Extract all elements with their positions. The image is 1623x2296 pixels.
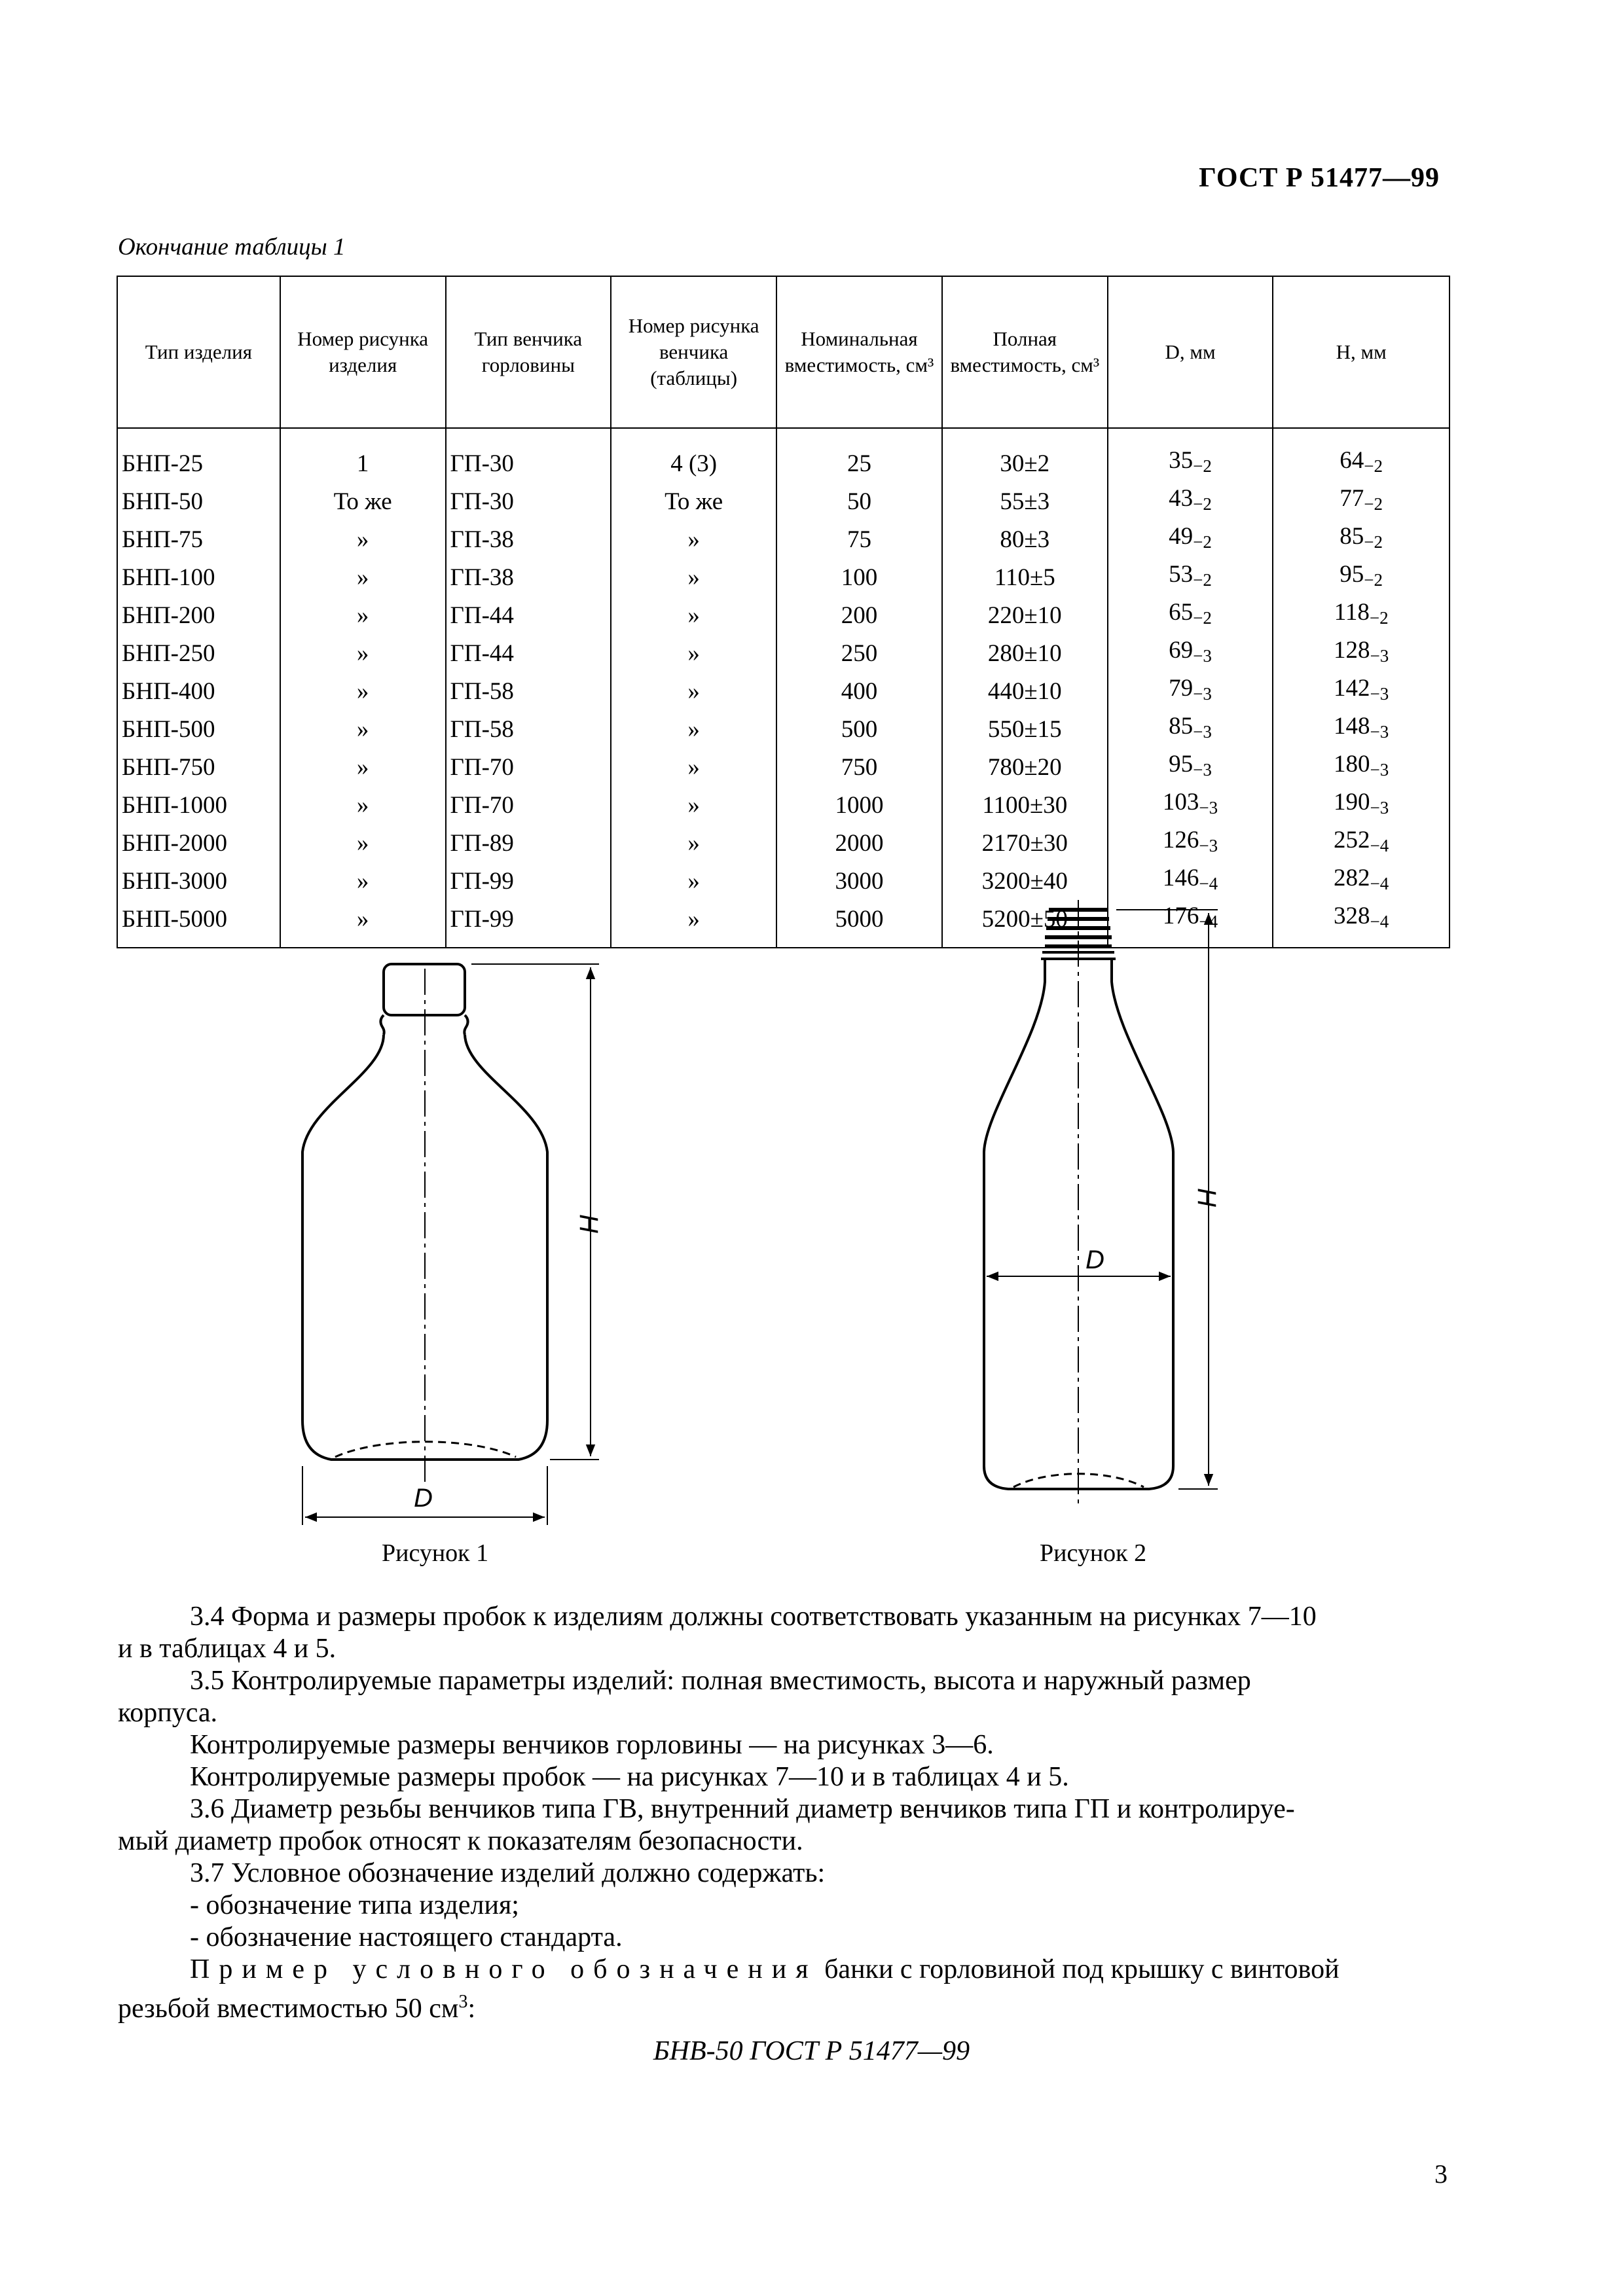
fig2-label-h: H [1192,1188,1221,1207]
tolerance: −2 [1193,532,1212,552]
table-cell-type: БНП-1000 [117,786,280,824]
column-header: H, мм [1273,276,1450,428]
table-cell-full: 440±10 [942,672,1108,710]
table-cell-d: $65_{-2}$ [1108,596,1273,634]
fig1-label-d: D [414,1484,433,1513]
tolerance: −3 [1199,836,1218,855]
table-cell-neck: ГП-99 [446,900,611,948]
table-continuation-caption: Окончание таблицы 1 [118,234,346,260]
table-cell-neck: ГП-30 [446,482,611,520]
tolerance: −3 [1370,684,1389,704]
table-cell-nominal: 2000 [776,824,942,862]
column-header: Номер рисунка изделия [280,276,446,428]
table-cell-type: БНП-3000 [117,862,280,900]
table-cell-d: $126_{-3}$ [1108,824,1273,862]
tolerance: −3 [1193,760,1212,780]
table-cell-neck-fig: » [611,596,776,634]
table-cell-d: $95_{-3}$ [1108,748,1273,786]
table-cell-d: $103_{-3}$ [1108,786,1273,824]
table-cell-h: $180_{-3}$ [1273,748,1450,786]
table-cell-type: БНП-2000 [117,824,280,862]
table-cell-neck-fig: » [611,824,776,862]
column-header: Тип изделия [117,276,280,428]
table-cell-nominal: 3000 [776,862,942,900]
tolerance: −4 [1370,912,1389,931]
example-lead: Пример условного обозначения [190,1954,818,1984]
table-cell-full: 5200±50 [942,900,1108,948]
table-cell-h: $282_{-4}$ [1273,862,1450,900]
table-cell-fig: » [280,672,446,710]
table-cell-full: 2170±30 [942,824,1108,862]
column-header: Тип венчика горловины [446,276,611,428]
table-cell-fig: » [280,634,446,672]
table-cell-neck: ГП-89 [446,824,611,862]
table-cell-neck-fig: » [611,634,776,672]
table-cell-neck: ГП-58 [446,710,611,748]
table-cell-type: БНП-750 [117,748,280,786]
table-cell-d: $79_{-3}$ [1108,672,1273,710]
table-cell-type: БНП-50 [117,482,280,520]
tolerance: −3 [1193,646,1212,666]
table-cell-fig: То же [280,482,446,520]
table-cell-full: 1100±30 [942,786,1108,824]
table-cell-nominal: 50 [776,482,942,520]
table-cell-neck-fig: 4 (3) [611,428,776,482]
table-cell-h: $328_{-4}$ [1273,900,1450,948]
table-cell-d: $43_{-2}$ [1108,482,1273,520]
paragraph-3-4: 3.4 Форма и размеры пробок к изделиям должны соответствовать указанным на рисунках 7—10 и в таблицах 4 и 5. [118,1602,1317,1664]
example-designation: БНВ-50 ГОСТ Р 51477—99 [653,2036,970,2066]
paragraph-3-6: 3.6 Диаметр резьбы венчиков типа ГВ, внутренний диаметр венчиков типа ГП и контролируе- мый диаметр пробок относят к показателям безопасности. [118,1794,1295,1856]
tolerance: −4 [1370,874,1389,893]
table-cell-neck-fig: » [611,900,776,948]
table-cell-nominal: 750 [776,748,942,786]
column-header: Номер рисунка венчика (таблицы) [611,276,776,428]
body-text [118,1601,1451,2025]
figure-2-dimensions [987,910,1218,1489]
table-cell-type: БНП-250 [117,634,280,672]
paragraph-3-5-necks: Контролируемые размеры венчиков горловины — на рисунках 3—6. [190,1730,994,1760]
table-cell-type: БНП-25 [117,428,280,482]
tolerance: −2 [1364,532,1383,552]
table-cell-h: $148_{-3}$ [1273,710,1450,748]
table-cell-d: $53_{-2}$ [1108,558,1273,596]
table-cell-neck-fig: » [611,558,776,596]
table-cell-fig: » [280,596,446,634]
table-cell-nominal: 25 [776,428,942,482]
table-cell-neck-fig: » [611,786,776,824]
column-header: D, мм [1108,276,1273,428]
column-header: Полная вместимость, см³ [942,276,1108,428]
tolerance: −3 [1370,646,1389,666]
table-cell-neck-fig: То же [611,482,776,520]
table-cell-neck: ГП-70 [446,748,611,786]
tolerance: −3 [1370,760,1389,780]
tolerance: −2 [1193,570,1212,590]
table-cell-nominal: 100 [776,558,942,596]
table-cell-d: $49_{-2}$ [1108,520,1273,558]
tolerance: −3 [1193,722,1212,742]
table-cell-fig: » [280,748,446,786]
table-cell-h: $252_{-4}$ [1273,824,1450,862]
tolerance: −2 [1364,456,1383,476]
example-paragraph: Пример условного обозначения банки с горловиной под крышку с винтовой резьбой вместимостью 50 $см^3$: [118,1954,1340,2024]
tolerance: −3 [1370,798,1389,817]
fig2-label-d: D [1085,1246,1104,1274]
list-item-standard: - обозначение настоящего стандарта. [190,1922,623,1952]
page-number: 3 [1434,2159,1448,2189]
tolerance: −2 [1364,570,1383,590]
table-cell-full: 280±10 [942,634,1108,672]
tolerance: −4 [1199,874,1218,893]
table-cell-type: БНП-500 [117,710,280,748]
tolerance: −3 [1193,684,1212,704]
table-cell-neck: ГП-44 [446,634,611,672]
table-cell-type: БНП-100 [117,558,280,596]
table-cell-h: $142_{-3}$ [1273,672,1450,710]
table-cell-full: 550±15 [942,710,1108,748]
table-cell-neck: ГП-44 [446,596,611,634]
fig1-label-h: H [574,1214,603,1233]
table-cell-fig: » [280,862,446,900]
tolerance: −4 [1199,912,1218,931]
table-cell-nominal: 75 [776,520,942,558]
paragraph-3-7: 3.7 Условное обозначение изделий должно содержать: [190,1858,826,1888]
table-cell-full: 30±2 [942,428,1108,482]
table-cell-nominal: 5000 [776,900,942,948]
table-cell-neck: ГП-70 [446,786,611,824]
table-cell-full: 55±3 [942,482,1108,520]
table-cell-neck-fig: » [611,862,776,900]
table-cell-type: БНП-200 [117,596,280,634]
table-cell-neck: ГП-38 [446,558,611,596]
tolerance: −2 [1369,608,1389,628]
table-cell-neck-fig: » [611,672,776,710]
figure-1-dimensions [302,964,599,1525]
list-item-type: - обозначение типа изделия; [190,1890,519,1920]
figure-2-caption: Рисунок 2 [1040,1539,1147,1567]
figure-1-caption: Рисунок 1 [382,1539,489,1567]
table-cell-nominal: 500 [776,710,942,748]
table-cell-fig: » [280,900,446,948]
table-cell-full: 780±20 [942,748,1108,786]
table-cell-fig: » [280,710,446,748]
tolerance: −3 [1199,798,1218,817]
tolerance: −3 [1370,722,1389,742]
table-cell-h: $95_{-2}$ [1273,558,1450,596]
table-cell-full: 80±3 [942,520,1108,558]
table-cell-neck: ГП-38 [446,520,611,558]
table-cell-d: $146_{-4}$ [1108,862,1273,900]
table-cell-neck-fig: » [611,748,776,786]
table-cell-neck: ГП-30 [446,428,611,482]
tolerance: −2 [1193,608,1212,628]
table-cell-full: 110±5 [942,558,1108,596]
table-cell-neck-fig: » [611,520,776,558]
table-cell-neck: ГП-58 [446,672,611,710]
tolerance: −2 [1364,494,1383,514]
figure-1-bottle [302,964,547,1482]
table-cell-fig: » [280,824,446,862]
table-cell-nominal: 200 [776,596,942,634]
table-cell-full: 220±10 [942,596,1108,634]
table-cell-type: БНП-5000 [117,900,280,948]
table-cell-d: $85_{-3}$ [1108,710,1273,748]
table-cell-h: $118_{-2}$ [1273,596,1450,634]
table-cell-fig: » [280,520,446,558]
table-cell-nominal: 400 [776,672,942,710]
table-cell-h: $77_{-2}$ [1273,482,1450,520]
table-cell-fig: 1 [280,428,446,482]
tolerance: −4 [1370,836,1389,855]
table-cell-h: $64_{-2}$ [1273,428,1450,482]
table-cell-type: БНП-75 [117,520,280,558]
table-cell-d: $35_{-2}$ [1108,428,1273,482]
tolerance: −2 [1193,456,1212,476]
table-cell-d: $69_{-3}$ [1108,634,1273,672]
paragraph-3-5: 3.5 Контролируемые параметры изделий: полная вместимость, высота и наружный размер корпуса. [118,1666,1251,1728]
table-cell-h: $128_{-3}$ [1273,634,1450,672]
tolerance: −2 [1193,494,1212,514]
table-cell-type: БНП-400 [117,672,280,710]
figure-2-bottle [984,900,1173,1505]
table-cell-neck: ГП-99 [446,862,611,900]
standard-code: ГОСТ Р 51477—99 [1199,163,1440,193]
table-cell-full: 3200±40 [942,862,1108,900]
table-cell-neck-fig: » [611,710,776,748]
table-cell-d: $176_{-4}$ [1108,900,1273,948]
table-cell-nominal: 1000 [776,786,942,824]
table-cell-h: $190_{-3}$ [1273,786,1450,824]
table-cell-h: $85_{-2}$ [1273,520,1450,558]
column-header: Номинальная вместимость, см³ [776,276,942,428]
table-cell-fig: » [280,786,446,824]
paragraph-3-5-stoppers: Контролируемые размеры пробок — на рисунках 7—10 и в таблицах 4 и 5. [190,1762,1069,1792]
table-cell-fig: » [280,558,446,596]
table-cell-nominal: 250 [776,634,942,672]
